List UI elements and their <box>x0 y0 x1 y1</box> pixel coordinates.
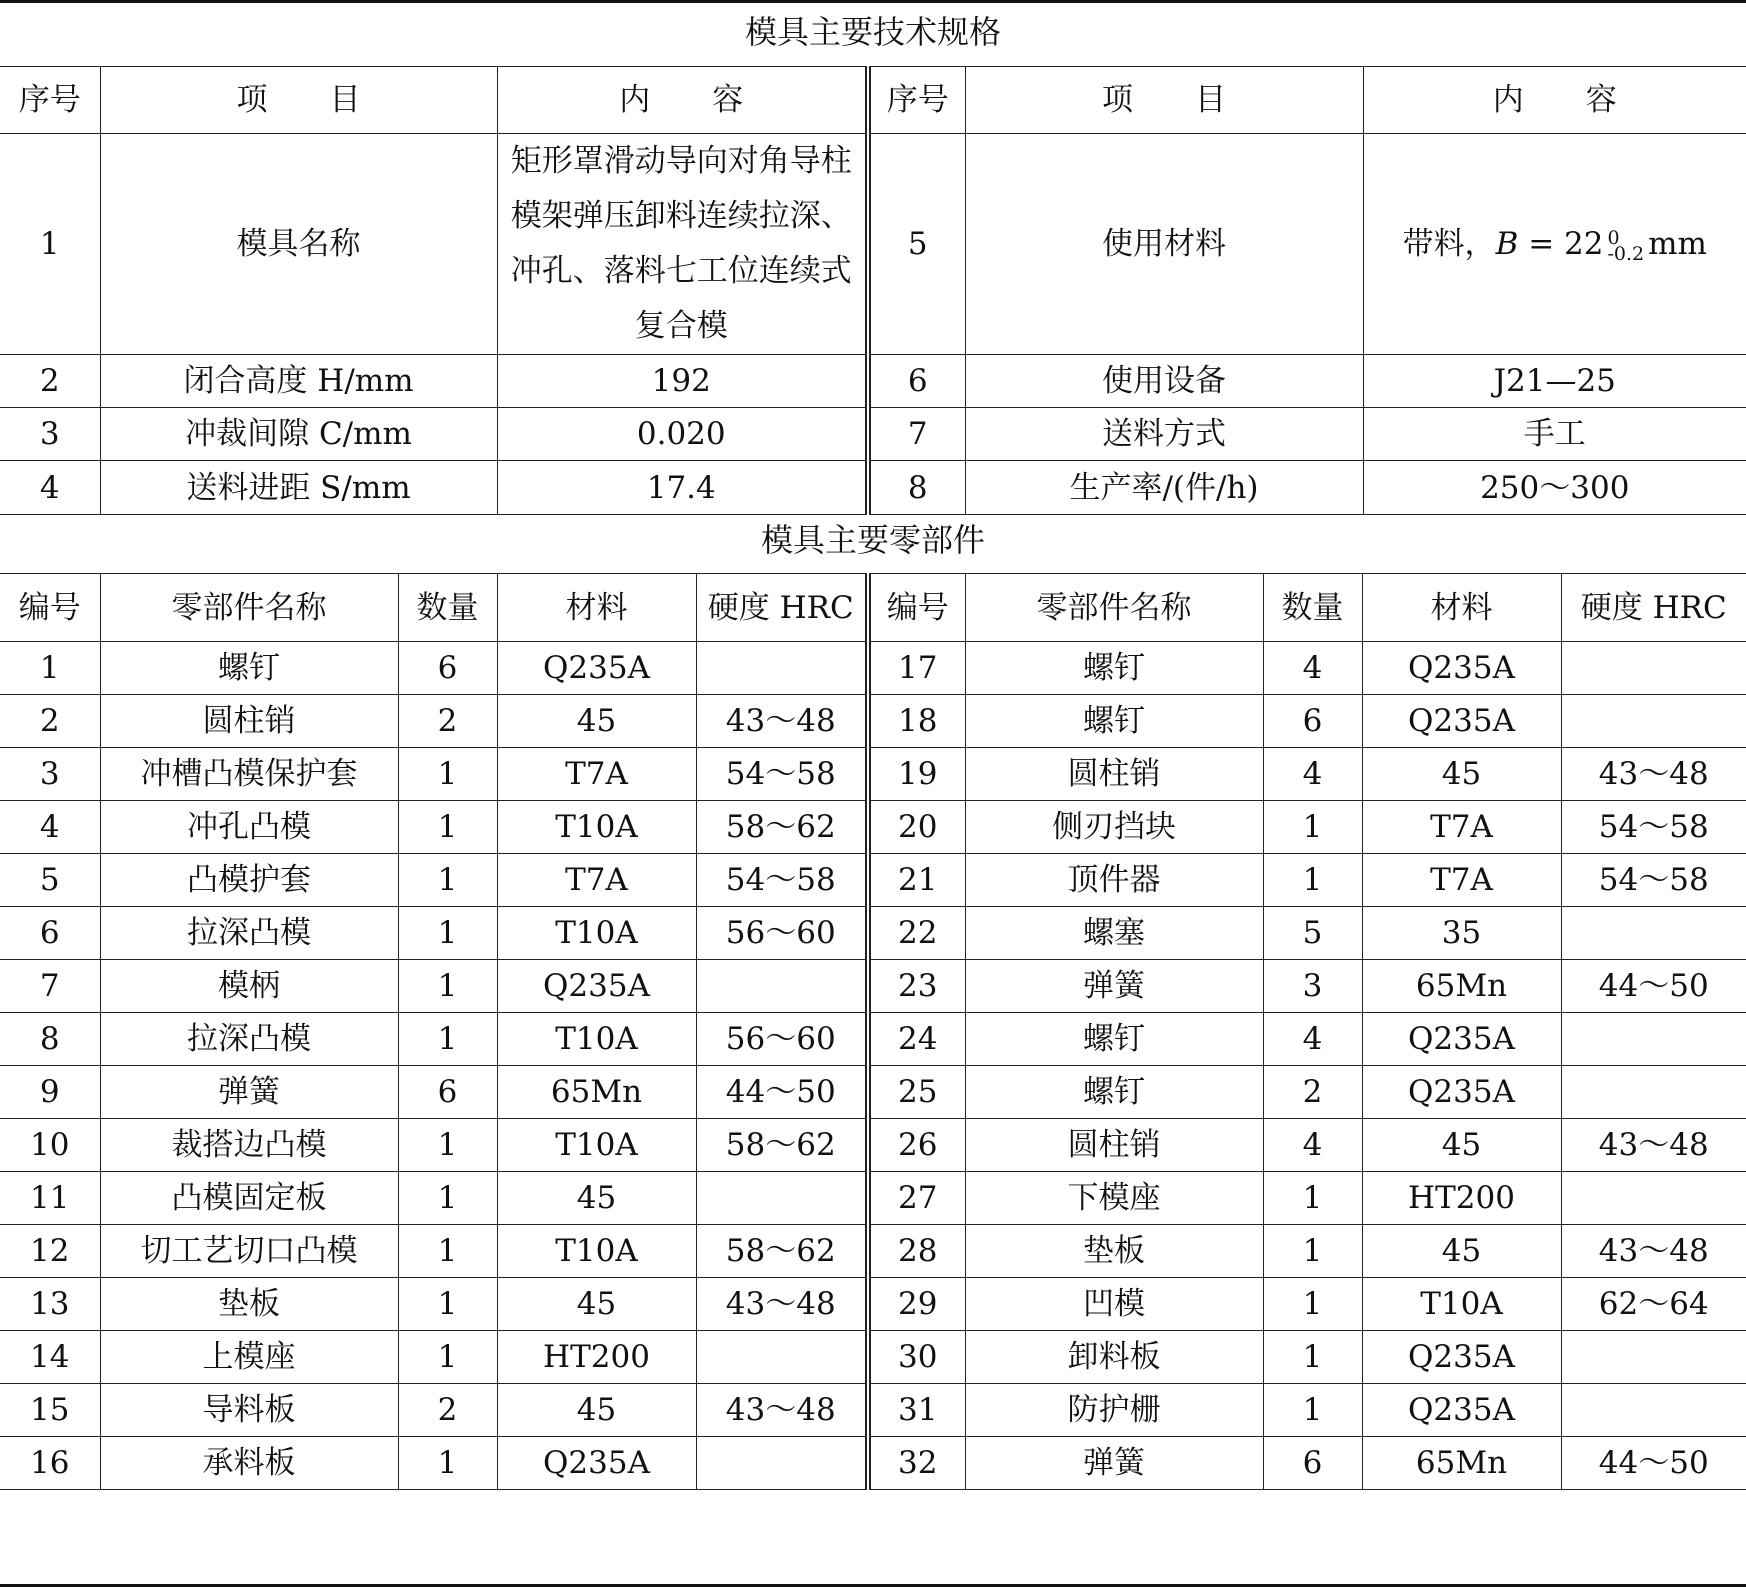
part-no: 32 <box>868 1437 965 1490</box>
part-hardness <box>1561 642 1746 695</box>
part-no: 1 <box>0 642 100 695</box>
tolerance-upper: 0 <box>1607 226 1620 249</box>
spec-no: 6 <box>868 355 965 408</box>
part-no: 20 <box>868 801 965 854</box>
part-material: HT200 <box>497 1331 696 1384</box>
parts-row <box>0 748 1746 801</box>
spec-item: 冲裁间隙 C/mm <box>100 408 497 461</box>
spec-no: 2 <box>0 355 100 408</box>
part-hardness: 62～64 <box>1561 1278 1746 1331</box>
parts-row <box>0 1437 1746 1490</box>
part-material: Q235A <box>1362 1384 1561 1437</box>
part-hardness: 56～60 <box>696 1013 868 1066</box>
part-qty: 1 <box>398 1225 497 1278</box>
spec-header-value: 内 容 <box>1363 67 1746 134</box>
part-hardness <box>1561 1066 1746 1119</box>
part-no: 3 <box>0 748 100 801</box>
part-name: 防护栅 <box>965 1384 1263 1437</box>
part-name: 下模座 <box>965 1172 1263 1225</box>
spec-item: 生产率/(件/h) <box>965 461 1363 515</box>
part-no: 15 <box>0 1384 100 1437</box>
spec-value-material <box>1363 134 1746 355</box>
part-material: T7A <box>497 854 696 907</box>
part-hardness: 58～62 <box>696 801 868 854</box>
part-name: 螺钉 <box>965 1066 1263 1119</box>
spec-no: 3 <box>0 408 100 461</box>
part-name: 上模座 <box>100 1331 398 1384</box>
spec-item: 闭合高度 H/mm <box>100 355 497 408</box>
part-no: 22 <box>868 907 965 960</box>
part-material: 45 <box>497 1278 696 1331</box>
parts-row <box>0 1225 1746 1278</box>
part-hardness: 44～50 <box>696 1066 868 1119</box>
part-hardness: 58～62 <box>696 1225 868 1278</box>
part-material: Q235A <box>497 642 696 695</box>
spec-item: 送料方式 <box>965 408 1363 461</box>
part-hardness <box>1561 1013 1746 1066</box>
part-material: T10A <box>1362 1278 1561 1331</box>
part-name: 切工艺切口凸模 <box>100 1225 398 1278</box>
parts-row <box>0 1172 1746 1225</box>
part-hardness <box>696 642 868 695</box>
part-qty: 1 <box>398 907 497 960</box>
part-hardness: 43～48 <box>696 1384 868 1437</box>
material-var: B <box>1495 226 1519 262</box>
parts-row <box>0 1013 1746 1066</box>
part-qty: 1 <box>398 1278 497 1331</box>
part-hardness <box>696 1172 868 1225</box>
part-hardness: 54～58 <box>1561 801 1746 854</box>
part-qty: 1 <box>1263 1384 1362 1437</box>
part-no: 30 <box>868 1331 965 1384</box>
part-qty: 1 <box>1263 854 1362 907</box>
part-material: Q235A <box>497 1437 696 1490</box>
spec-value: 250～300 <box>1363 461 1746 515</box>
part-hardness <box>696 1331 868 1384</box>
part-material: 45 <box>1362 1225 1561 1278</box>
spec-header-no: 序号 <box>868 67 965 134</box>
tolerance-lower: -0.2 <box>1607 242 1645 265</box>
spec-header-item: 项 目 <box>965 67 1363 134</box>
part-no: 13 <box>0 1278 100 1331</box>
part-name: 拉深凸模 <box>100 1013 398 1066</box>
spec-item: 送料进距 S/mm <box>100 461 497 515</box>
part-qty: 1 <box>398 1013 497 1066</box>
spec-no: 4 <box>0 461 100 515</box>
parts-body <box>0 642 1746 1490</box>
part-material: Q235A <box>1362 642 1561 695</box>
spec-no: 8 <box>868 461 965 515</box>
part-name: 顶件器 <box>965 854 1263 907</box>
part-material: Q235A <box>1362 1013 1561 1066</box>
part-hardness: 43～48 <box>696 695 868 748</box>
part-hardness <box>696 1437 868 1490</box>
part-qty: 5 <box>1263 907 1362 960</box>
parts-header-material: 材料 <box>497 574 696 642</box>
part-qty: 3 <box>1263 960 1362 1013</box>
spec-value: 矩形罩滑动导向对角导柱模架弹压卸料连续拉深、冲孔、落料七工位连续式复合模 <box>497 134 868 355</box>
parts-header-qty: 数量 <box>1263 574 1362 642</box>
part-material: 45 <box>1362 1119 1561 1172</box>
part-qty: 1 <box>1263 1225 1362 1278</box>
part-no: 18 <box>868 695 965 748</box>
parts-header-name: 零部件名称 <box>965 574 1263 642</box>
spec-table-title: 模具主要技术规格 <box>744 13 1001 51</box>
part-hardness: 43～48 <box>1561 1225 1746 1278</box>
part-no: 12 <box>0 1225 100 1278</box>
part-no: 29 <box>868 1278 965 1331</box>
part-name: 卸料板 <box>965 1331 1263 1384</box>
part-material: 45 <box>497 1384 696 1437</box>
part-no: 16 <box>0 1437 100 1490</box>
part-material: T10A <box>497 801 696 854</box>
parts-header-material: 材料 <box>1362 574 1561 642</box>
part-hardness <box>1561 1172 1746 1225</box>
parts-header-name: 零部件名称 <box>100 574 398 642</box>
part-material: Q235A <box>1362 695 1561 748</box>
part-qty: 4 <box>1263 748 1362 801</box>
part-no: 4 <box>0 801 100 854</box>
part-name: 弹簧 <box>965 1437 1263 1490</box>
part-hardness <box>1561 695 1746 748</box>
part-qty: 1 <box>398 1331 497 1384</box>
part-hardness: 54～58 <box>1561 854 1746 907</box>
part-qty: 6 <box>398 642 497 695</box>
part-no: 8 <box>0 1013 100 1066</box>
part-no: 24 <box>868 1013 965 1066</box>
part-material: T10A <box>497 1119 696 1172</box>
part-qty: 1 <box>1263 1331 1362 1384</box>
part-no: 10 <box>0 1119 100 1172</box>
part-name: 圆柱销 <box>965 748 1263 801</box>
part-material: T10A <box>497 1013 696 1066</box>
part-name: 冲孔凸模 <box>100 801 398 854</box>
part-hardness: 43～48 <box>1561 748 1746 801</box>
part-hardness: 43～48 <box>1561 1119 1746 1172</box>
part-no: 26 <box>868 1119 965 1172</box>
spec-no: 1 <box>0 134 100 355</box>
spec-item: 使用材料 <box>965 134 1363 355</box>
part-hardness: 44～50 <box>1561 1437 1746 1490</box>
spec-row <box>0 408 1746 461</box>
part-no: 7 <box>0 960 100 1013</box>
part-qty: 6 <box>1263 1437 1362 1490</box>
part-material: 45 <box>1362 748 1561 801</box>
part-name: 螺钉 <box>965 642 1263 695</box>
part-no: 27 <box>868 1172 965 1225</box>
part-no: 31 <box>868 1384 965 1437</box>
part-name: 弹簧 <box>100 1066 398 1119</box>
parts-table <box>0 573 1746 1490</box>
material-prefix: 带料， <box>1402 226 1496 262</box>
part-qty: 1 <box>398 960 497 1013</box>
part-no: 11 <box>0 1172 100 1225</box>
spec-item: 模具名称 <box>100 134 497 355</box>
parts-row <box>0 907 1746 960</box>
material-unit: mm <box>1648 226 1707 262</box>
spec-header-value: 内 容 <box>497 67 868 134</box>
part-no: 28 <box>868 1225 965 1278</box>
part-no: 17 <box>868 642 965 695</box>
part-qty: 1 <box>398 1119 497 1172</box>
tolerance <box>1607 226 1645 265</box>
part-name: 导料板 <box>100 1384 398 1437</box>
part-hardness: 44～50 <box>1561 960 1746 1013</box>
part-hardness: 54～58 <box>696 748 868 801</box>
part-material: T7A <box>1362 854 1561 907</box>
top-rule <box>0 0 1746 3</box>
part-material: Q235A <box>497 960 696 1013</box>
part-no: 14 <box>0 1331 100 1384</box>
spec-value: 手工 <box>1363 408 1746 461</box>
part-qty: 4 <box>1263 1013 1362 1066</box>
part-name: 垫板 <box>965 1225 1263 1278</box>
part-hardness <box>1561 907 1746 960</box>
part-qty: 1 <box>398 1172 497 1225</box>
spec-value: 192 <box>497 355 868 408</box>
part-no: 21 <box>868 854 965 907</box>
parts-row <box>0 1331 1746 1384</box>
part-material: Q235A <box>1362 1066 1561 1119</box>
parts-header-qty: 数量 <box>398 574 497 642</box>
parts-header-hardness: 硬度 HRC <box>1561 574 1746 642</box>
part-no: 2 <box>0 695 100 748</box>
spec-no: 5 <box>868 134 965 355</box>
parts-row <box>0 854 1746 907</box>
part-material: 45 <box>497 1172 696 1225</box>
parts-row <box>0 960 1746 1013</box>
part-name: 侧刃挡块 <box>965 801 1263 854</box>
spec-table <box>0 66 1746 515</box>
part-material: T10A <box>497 907 696 960</box>
part-name: 模柄 <box>100 960 398 1013</box>
parts-header-hardness: 硬度 HRC <box>696 574 868 642</box>
part-no: 19 <box>868 748 965 801</box>
parts-row <box>0 1278 1746 1331</box>
part-qty: 6 <box>398 1066 497 1119</box>
parts-header-row <box>0 574 1746 642</box>
spec-item: 使用设备 <box>965 355 1363 408</box>
part-qty: 2 <box>1263 1066 1362 1119</box>
part-no: 5 <box>0 854 100 907</box>
part-hardness: 54～58 <box>696 854 868 907</box>
part-name: 螺钉 <box>965 1013 1263 1066</box>
part-name: 凸模固定板 <box>100 1172 398 1225</box>
part-name: 凸模护套 <box>100 854 398 907</box>
part-name: 冲槽凸模保护套 <box>100 748 398 801</box>
part-qty: 1 <box>398 748 497 801</box>
part-no: 25 <box>868 1066 965 1119</box>
spec-value: J21—25 <box>1363 355 1746 408</box>
part-material: 65Mn <box>1362 1437 1561 1490</box>
part-hardness: 56～60 <box>696 907 868 960</box>
part-qty: 4 <box>1263 642 1362 695</box>
part-qty: 1 <box>1263 801 1362 854</box>
part-name: 垫板 <box>100 1278 398 1331</box>
parts-header-no: 编号 <box>868 574 965 642</box>
part-name: 螺钉 <box>965 695 1263 748</box>
parts-row <box>0 801 1746 854</box>
part-hardness <box>1561 1384 1746 1437</box>
part-name: 螺塞 <box>965 907 1263 960</box>
parts-row <box>0 642 1746 695</box>
spec-row <box>0 134 1746 355</box>
parts-header-no: 编号 <box>0 574 100 642</box>
part-hardness: 58～62 <box>696 1119 868 1172</box>
part-qty: 1 <box>1263 1278 1362 1331</box>
parts-row <box>0 1119 1746 1172</box>
part-material: T7A <box>497 748 696 801</box>
part-qty: 6 <box>1263 695 1362 748</box>
part-material: HT200 <box>1362 1172 1561 1225</box>
part-qty: 2 <box>398 1384 497 1437</box>
parts-row <box>0 1384 1746 1437</box>
part-no: 23 <box>868 960 965 1013</box>
part-hardness <box>696 960 868 1013</box>
parts-row <box>0 1066 1746 1119</box>
part-material: 35 <box>1362 907 1561 960</box>
part-no: 6 <box>0 907 100 960</box>
part-hardness <box>1561 1331 1746 1384</box>
spec-row <box>0 355 1746 408</box>
part-name: 圆柱销 <box>100 695 398 748</box>
part-name: 圆柱销 <box>965 1119 1263 1172</box>
part-qty: 1 <box>398 1437 497 1490</box>
part-material: T10A <box>497 1225 696 1278</box>
spec-value: 0.020 <box>497 408 868 461</box>
part-hardness: 43～48 <box>696 1278 868 1331</box>
spec-header-no: 序号 <box>0 67 100 134</box>
part-material: 65Mn <box>497 1066 696 1119</box>
part-qty: 1 <box>1263 1172 1362 1225</box>
spec-value: 17.4 <box>497 461 868 515</box>
part-qty: 2 <box>398 695 497 748</box>
part-qty: 1 <box>398 854 497 907</box>
part-name: 承料板 <box>100 1437 398 1490</box>
part-name: 弹簧 <box>965 960 1263 1013</box>
material-eq: = 22 <box>1518 226 1604 262</box>
part-material: 45 <box>497 695 696 748</box>
part-qty: 1 <box>398 801 497 854</box>
spec-header-row <box>0 67 1746 134</box>
part-material: 65Mn <box>1362 960 1561 1013</box>
part-name: 拉深凸模 <box>100 907 398 960</box>
spec-no: 7 <box>868 408 965 461</box>
part-name: 裁搭边凸模 <box>100 1119 398 1172</box>
part-material: Q235A <box>1362 1331 1561 1384</box>
part-material: T7A <box>1362 801 1561 854</box>
spec-header-item: 项 目 <box>100 67 497 134</box>
parts-row <box>0 695 1746 748</box>
part-qty: 4 <box>1263 1119 1362 1172</box>
part-name: 凹模 <box>965 1278 1263 1331</box>
parts-table-title: 模具主要零部件 <box>760 521 985 559</box>
part-name: 螺钉 <box>100 642 398 695</box>
part-no: 9 <box>0 1066 100 1119</box>
spec-row <box>0 461 1746 515</box>
